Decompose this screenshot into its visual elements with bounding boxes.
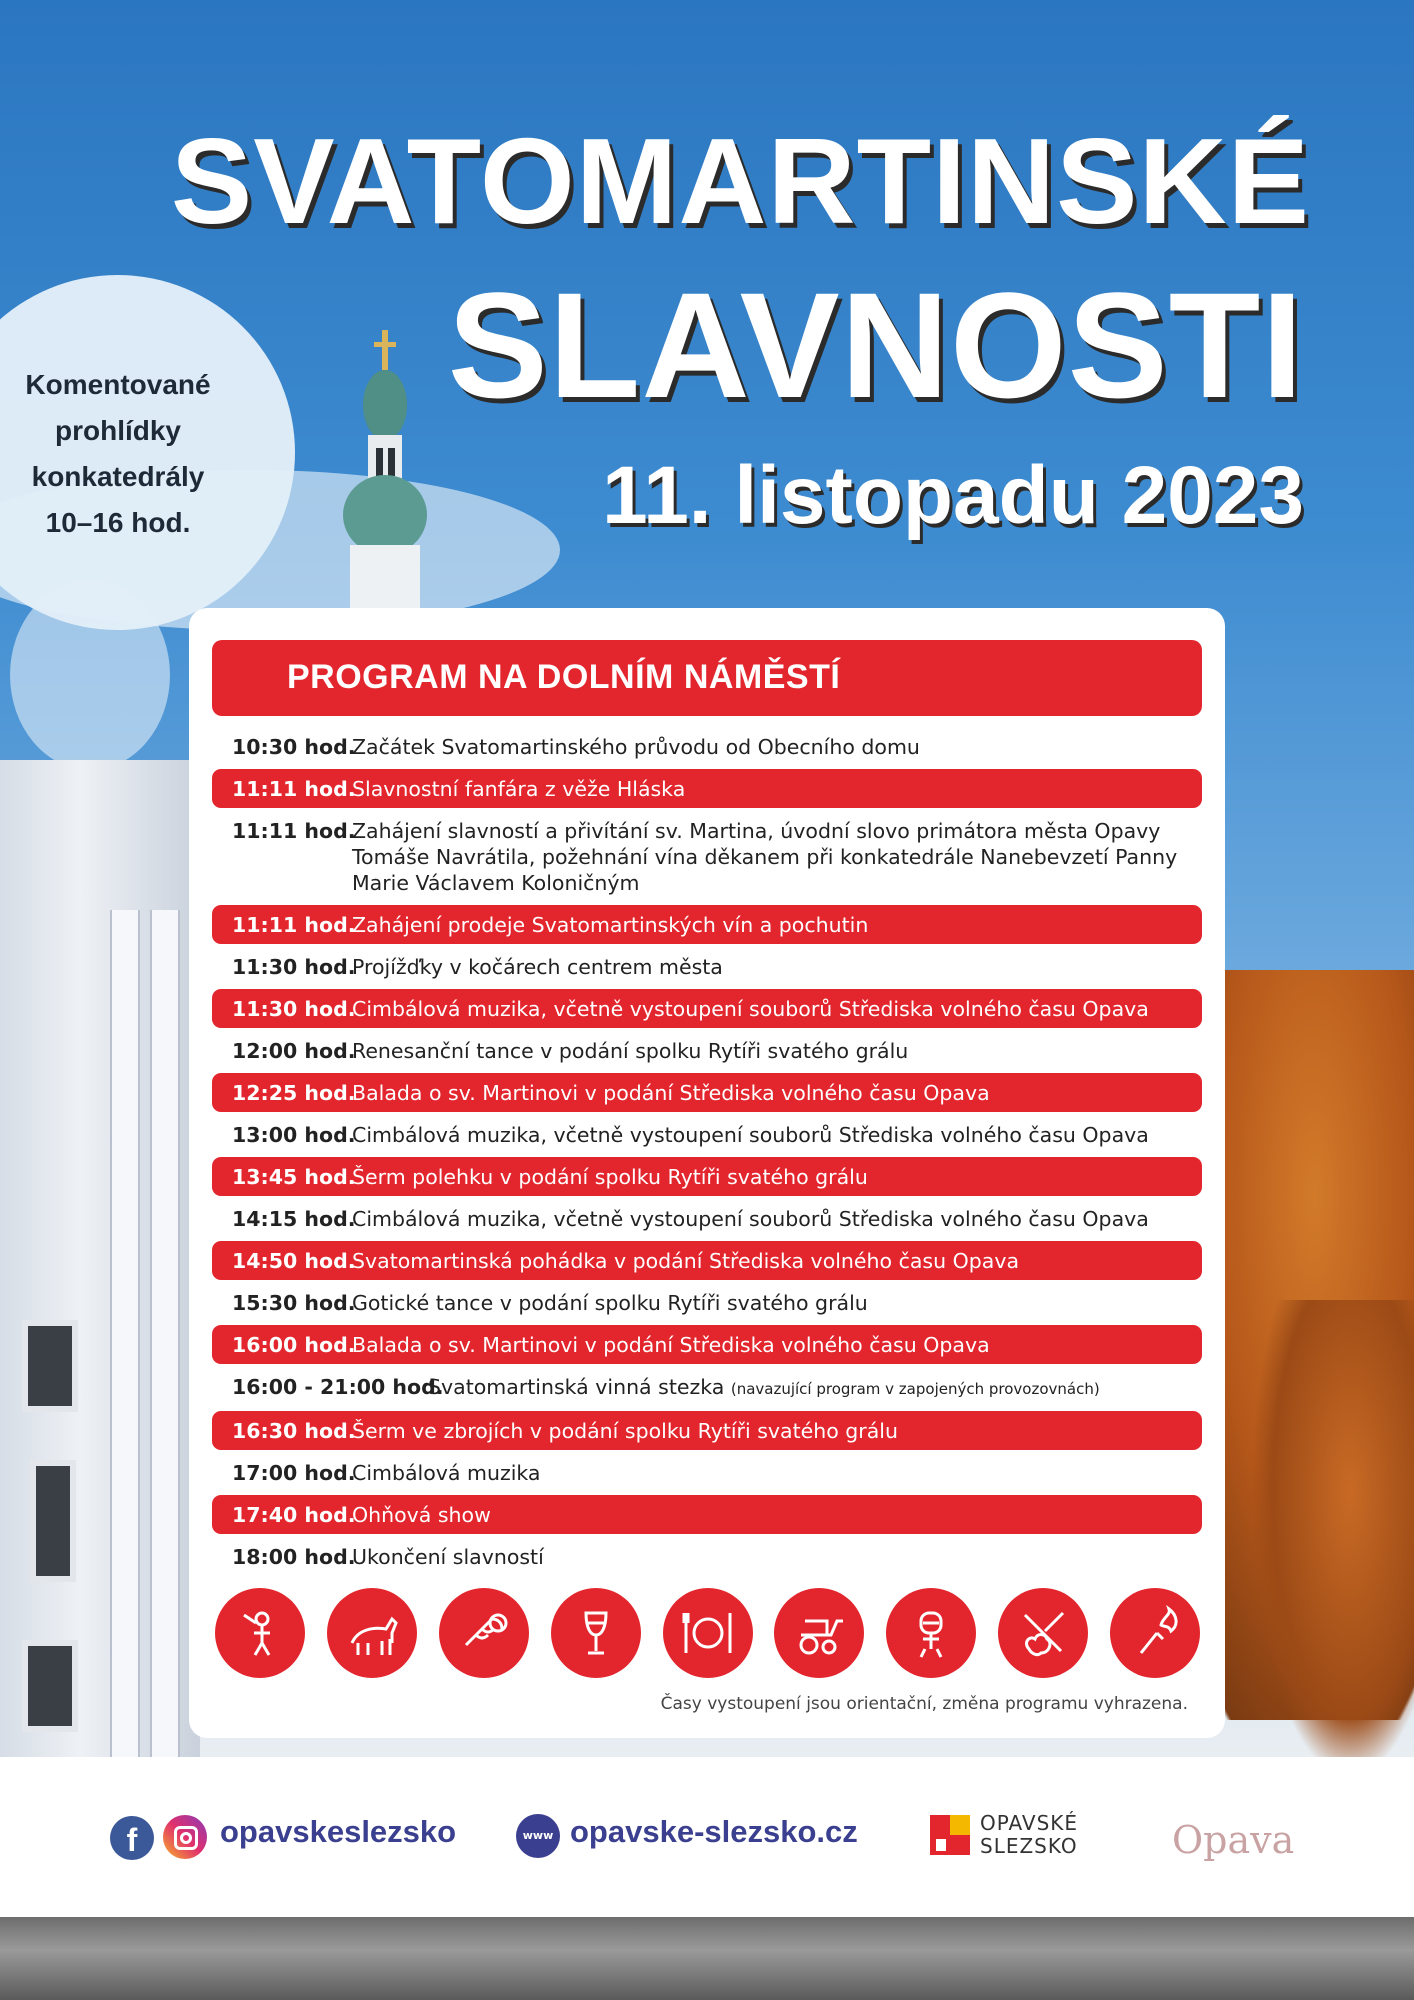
- program-time: 12:00 hod.: [232, 1039, 356, 1063]
- bubble-line: 10–16 hod.: [45, 507, 191, 538]
- event-date: 11. listopadu 2023: [602, 450, 1304, 541]
- program-description-text: Šerm polehku v podání spolku Rytíři svatého grálu: [352, 1165, 868, 1189]
- program-description-text: Zahájení slavností a přivítání sv. Martina, úvodní slovo primátora města Opavy Tomáše Navrátila, požehnání vína děkanem při konkatedrále Nanebevzetí Panny Marie Václavem Koloničným: [352, 819, 1178, 895]
- program-description: [352, 1502, 1202, 1528]
- program-description-text: Cimbálová muzika, včetně vystoupení souborů Střediska volného času Opava: [352, 1123, 1149, 1147]
- program-row: [212, 1157, 1202, 1196]
- website-link[interactable]: opavske-slezsko.cz: [570, 1814, 858, 1849]
- autumn-tree: [1250, 1300, 1414, 1780]
- church-window: [30, 1460, 76, 1582]
- program-description-text: Slavnostní fanfára z věže Hláska: [352, 777, 686, 801]
- program-description-text: Zahájení prodeje Svatomartinských vín a pochutin: [352, 913, 869, 937]
- trumpet-icon: [439, 1588, 529, 1678]
- program-description: [352, 912, 1202, 938]
- web-icon: www: [516, 1814, 560, 1858]
- carriage-icon: [774, 1588, 864, 1678]
- program-description-text: Projížďky v kočárech centrem města: [352, 955, 723, 979]
- program-time: 13:00 hod.: [232, 1123, 356, 1147]
- program-list: [212, 727, 1202, 1579]
- brand-line: OPAVSKÉ: [980, 1811, 1079, 1835]
- program-description-text: Svatomartinská vinná stezka: [428, 1375, 725, 1399]
- program-row: [212, 905, 1202, 944]
- church-window: [22, 1640, 78, 1732]
- program-description: [352, 1164, 1202, 1190]
- program-time: 13:45 hod.: [232, 1165, 356, 1189]
- program-time: 12:25 hod.: [232, 1081, 356, 1105]
- column: [150, 910, 180, 1760]
- program-note: (navazující program v zapojených provozovnách): [730, 1380, 1100, 1398]
- program-description: [352, 1038, 1202, 1064]
- program-time: 14:50 hod.: [232, 1249, 356, 1273]
- program-row: [212, 1495, 1202, 1534]
- program-heading-bar: [212, 640, 1202, 716]
- program-row: [212, 1073, 1202, 1112]
- program-icons: [215, 1588, 1200, 1680]
- program-description: [352, 818, 1202, 896]
- horse-icon: [327, 1588, 417, 1678]
- program-description-text: Balada o sv. Martinovi v podání Střediska volného času Opava: [352, 1081, 990, 1105]
- program-description: [352, 776, 1202, 802]
- church-window: [22, 1320, 78, 1412]
- program-time: 10:30 hod.: [232, 735, 356, 759]
- title-line1: SVATOMARTINSKÉ: [170, 113, 1310, 249]
- program-heading: PROGRAM NA DOLNÍM NÁMĚSTÍ: [287, 658, 841, 696]
- program-row: [212, 1241, 1202, 1280]
- program-time: 15:30 hod.: [232, 1291, 356, 1315]
- program-description: [352, 1332, 1202, 1358]
- torch-icon: [1110, 1588, 1200, 1678]
- program-description-text: Cimbálová muzika, včetně vystoupení souborů Střediska volného času Opava: [352, 1207, 1149, 1231]
- program-description: [352, 1290, 1202, 1316]
- program-time: 16:00 - 21:00 hod.: [232, 1375, 444, 1399]
- program-row: [212, 1115, 1202, 1154]
- column: [110, 910, 140, 1760]
- program-description-text: Gotické tance v podání spolku Rytíři svatého grálu: [352, 1291, 868, 1315]
- program-description: [352, 1206, 1202, 1232]
- program-time: 16:30 hod.: [232, 1419, 356, 1443]
- knight-icon: [886, 1588, 976, 1678]
- program-row: [212, 1411, 1202, 1450]
- program-description: [352, 1460, 1202, 1486]
- program-row: [212, 1453, 1202, 1492]
- program-row: [212, 1537, 1202, 1576]
- program-time: 11:30 hod.: [232, 955, 356, 979]
- program-description: [352, 1080, 1202, 1106]
- bubble-line: prohlídky: [54, 415, 181, 446]
- program-description: [428, 1374, 1202, 1402]
- program-time: 11:11 hod.: [232, 913, 356, 937]
- opava-logo: Opava: [1172, 1818, 1295, 1862]
- bubble-line: konkatedrály: [31, 461, 205, 492]
- program-description-text: Ohňová show: [352, 1503, 491, 1527]
- program-description: [352, 954, 1202, 980]
- program-description-text: Renesanční tance v podání spolku Rytíři svatého grálu: [352, 1039, 909, 1063]
- facebook-icon[interactable]: f: [110, 1816, 154, 1860]
- instagram-icon[interactable]: [163, 1815, 207, 1859]
- program-row: [212, 1325, 1202, 1364]
- program-description: [352, 1122, 1202, 1148]
- program-time: 14:15 hod.: [232, 1207, 356, 1231]
- social-handle[interactable]: opavskeslezsko: [220, 1814, 457, 1849]
- program-time: 18:00 hod.: [232, 1545, 356, 1569]
- program-time: 16:00 hod.: [232, 1333, 356, 1357]
- program-row: [212, 811, 1202, 902]
- program-time: 17:40 hod.: [232, 1503, 356, 1527]
- program-description: [352, 1544, 1202, 1570]
- program-row: [212, 947, 1202, 986]
- program-description-text: Ukončení slavností: [352, 1545, 544, 1569]
- church-facade: [0, 760, 200, 1760]
- disclaimer: Časy vystoupení jsou orientační, změna programu vyhrazena.: [660, 1694, 1188, 1714]
- street-photo-strip: [0, 1917, 1414, 2000]
- opavske-slezsko-logo-icon: [930, 1815, 970, 1855]
- program-description: [352, 734, 1202, 760]
- bubble-line: Komentované: [25, 369, 211, 400]
- program-description-text: Začátek Svatomartinského průvodu od Obecního domu: [352, 735, 920, 759]
- program-time: 17:00 hod.: [232, 1461, 356, 1485]
- program-time: 11:11 hod.: [232, 819, 356, 843]
- violin-icon: [998, 1588, 1088, 1678]
- program-time: 11:11 hod.: [232, 777, 356, 801]
- program-description: [352, 1418, 1202, 1444]
- program-description: [352, 996, 1202, 1022]
- program-description-text: Svatomartinská pohádka v podání Střediska volného času Opava: [352, 1249, 1020, 1273]
- program-row: [212, 989, 1202, 1028]
- trumpeter-icon: [215, 1588, 305, 1678]
- program-description-text: Cimbálová muzika, včetně vystoupení souborů Střediska volného času Opava: [352, 997, 1149, 1021]
- program-row: [212, 1031, 1202, 1070]
- brand-line: SLEZSKO: [980, 1834, 1078, 1858]
- title-line2: SLAVNOSTI: [447, 261, 1304, 429]
- program-row: [212, 727, 1202, 766]
- program-time: 11:30 hod.: [232, 997, 356, 1021]
- info-bubble-text: [0, 362, 236, 546]
- program-row: [212, 1199, 1202, 1238]
- plate-cutlery-icon: [663, 1588, 753, 1678]
- program-row: [212, 1367, 1202, 1408]
- opavske-slezsko-logo-text: [980, 1812, 1078, 1858]
- program-description-text: Cimbálová muzika: [352, 1461, 541, 1485]
- program-description-text: Balada o sv. Martinovi v podání Střediska volného času Opava: [352, 1333, 990, 1357]
- program-description-text: Šerm ve zbrojích v podání spolku Rytíři svatého grálu: [352, 1419, 898, 1443]
- program-description: [352, 1248, 1202, 1274]
- wine-glass-icon: [551, 1588, 641, 1678]
- program-row: [212, 1283, 1202, 1322]
- program-row: [212, 769, 1202, 808]
